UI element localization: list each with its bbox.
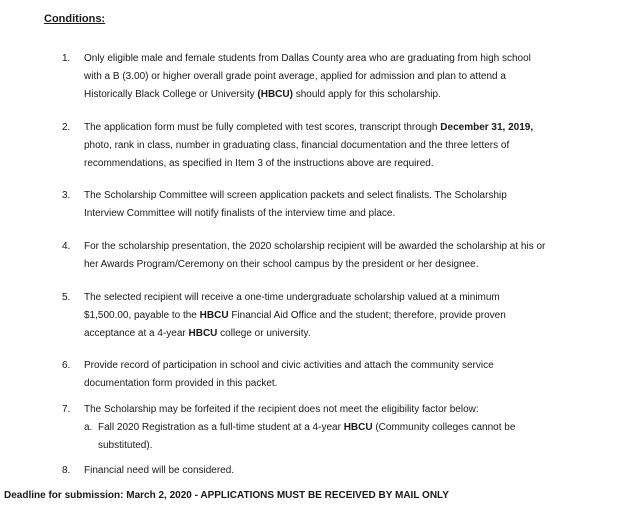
item-body [84, 119, 610, 173]
item-number: 6. [62, 360, 71, 371]
item-line: substituted). [98, 440, 153, 451]
item-number: 2. [62, 122, 71, 133]
item-body [84, 289, 610, 343]
sub-item-a [84, 419, 610, 455]
item-line: The selected recipient will receive a one-time undergraduate scholarship valued at a minimum [84, 292, 500, 303]
condition-item-2 [62, 119, 610, 173]
sub-item-number: a. [84, 422, 93, 433]
condition-item-1 [62, 50, 610, 104]
deadline-notice: Deadline for submission: March 2, 2020 - APPLICATIONS MUST BE RECEIVED BY MAIL ONLY [4, 490, 449, 501]
item-number: 3. [62, 190, 71, 201]
item-line: The Scholarship may be forfeited if the recipient does not meet the eligibility factor below: [84, 404, 479, 415]
item-line: The Scholarship Committee will screen application packets and select finalists. The Scholarship [84, 190, 507, 201]
item-line: acceptance at a 4-year HBCU college or university. [84, 328, 311, 339]
item-number: 8. [62, 465, 71, 476]
item-line: recommendations, as specified in Item 3 of the instructions above are required. [84, 158, 434, 169]
condition-item-8 [62, 462, 610, 480]
item-number: 7. [62, 404, 71, 415]
item-number: 5. [62, 292, 71, 303]
item-line: with a B (3.00) or higher overall grade point average, applied for admission and plan to attend a [84, 71, 506, 82]
item-line: her Awards Program/Ceremony on their school campus by the president or her designee. [84, 259, 479, 270]
item-body [84, 357, 610, 393]
condition-item-6 [62, 357, 610, 393]
item-number: 1. [62, 53, 71, 64]
item-line: For the scholarship presentation, the 2020 scholarship recipient will be awarded the scholarship at his or [84, 241, 546, 252]
item-line: $1,500.00, payable to the HBCU Financial Aid Office and the student; therefore, provide proven [84, 310, 506, 321]
item-line: Historically Black College or University (HBCU) should apply for this scholarship. [84, 89, 441, 100]
item-number: 4. [62, 241, 71, 252]
item-line: photo, rank in class, number in graduating class, financial documentation and the three letters of [84, 140, 510, 151]
condition-item-5 [62, 289, 610, 343]
condition-item-7 [62, 401, 610, 455]
sub-item-body [98, 419, 610, 455]
conditions-heading: Conditions: [44, 13, 106, 25]
item-line: Interview Committee will notify finalists of the interview time and place. [84, 208, 396, 219]
item-body [84, 50, 610, 104]
item-line: The application form must be fully completed with test scores, transcript through December 31, 2019, [84, 122, 534, 133]
item-body [84, 401, 610, 455]
item-line: Fall 2020 Registration as a full-time student at a 4-year HBCU (Community colleges cannot be [98, 422, 516, 433]
item-body [84, 462, 610, 480]
item-line: Provide record of participation in school and civic activities and attach the community service [84, 360, 494, 371]
condition-item-3 [62, 187, 610, 223]
item-body [84, 238, 610, 274]
condition-item-4 [62, 238, 610, 274]
item-line: Financial need will be considered. [84, 465, 235, 476]
item-line: documentation form provided in this packet. [84, 378, 278, 389]
item-line: Only eligible male and female students from Dallas County area who are graduating from high school [84, 53, 531, 64]
item-body [84, 187, 610, 223]
